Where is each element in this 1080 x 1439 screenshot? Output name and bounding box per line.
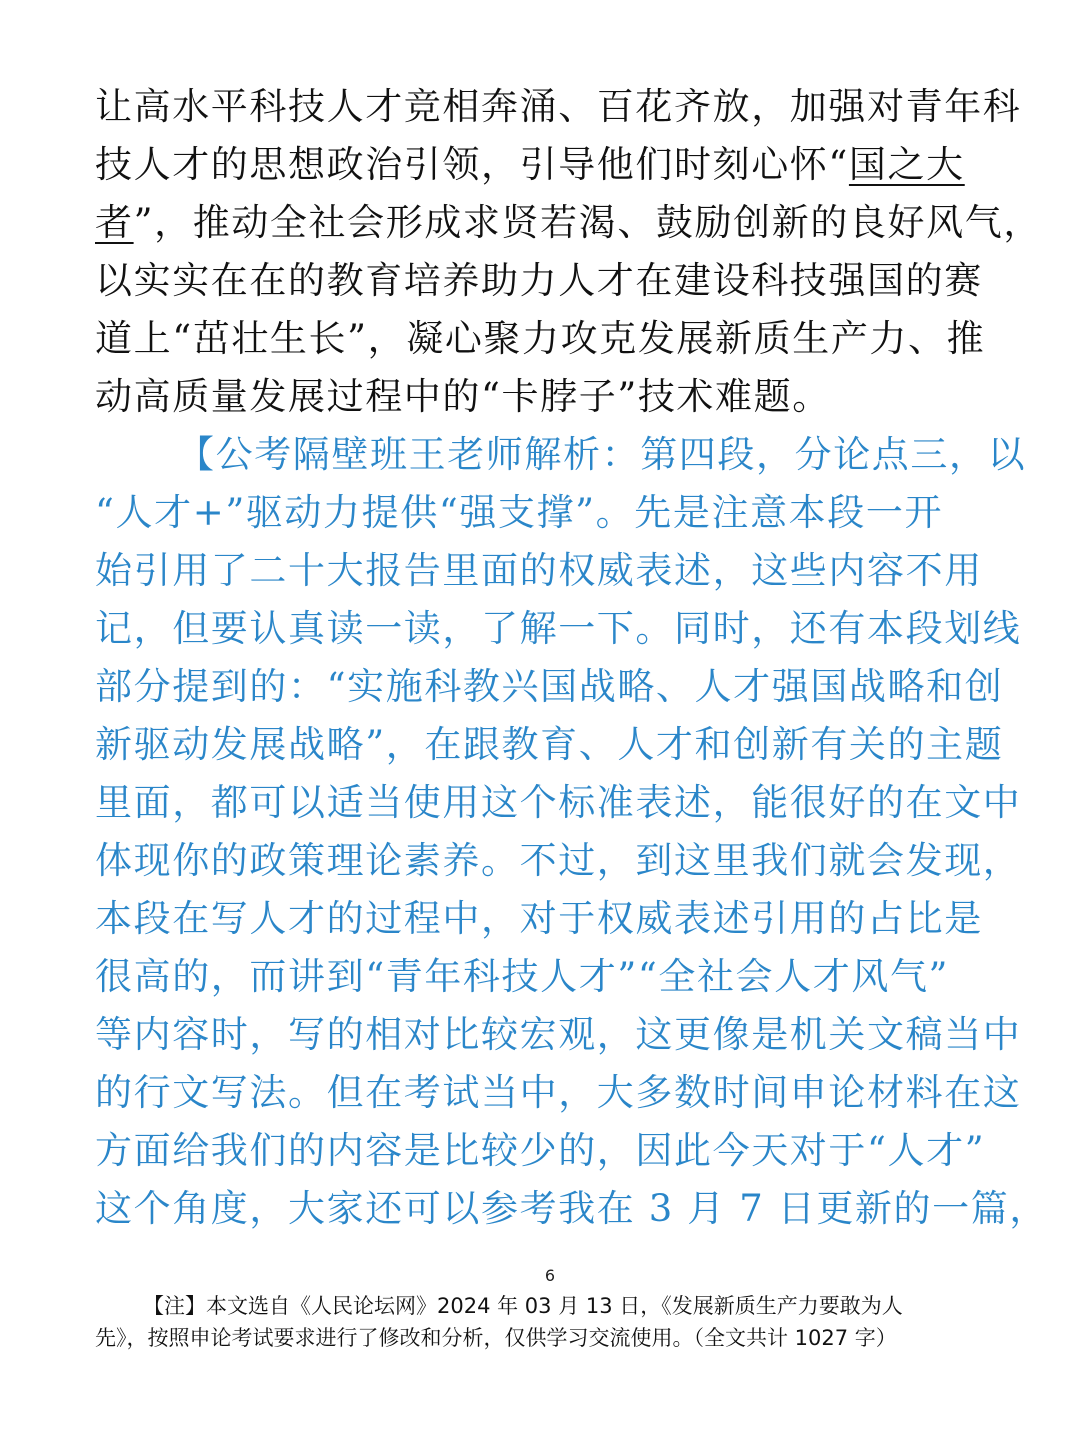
analysis-line-13: 方面给我们的内容是比较少的，因此今天对于“人才”	[95, 1129, 986, 1172]
analysis-line-10: 很高的，而讲到“青年科技人才”“全社会人才风气”	[95, 955, 950, 998]
footnote-line-2: 先》，按照申论考试要求进行了修改和分析，仅供学习交流使用。（全文共计 1027 字）	[95, 1326, 897, 1350]
analysis-line-12: 的行文写法。但在考试当中，大多数时间申论材料在这	[95, 1071, 1022, 1114]
body-line-5: 道上“茁壮生长”，凝心聚力攻克发展新质生产力、推	[95, 317, 986, 360]
analysis-line-11: 等内容时，写的相对比较宏观，这更像是机关文稿当中	[95, 1013, 1022, 1056]
footnote	[95, 1290, 995, 1354]
body-line-3-text: ”，推动全社会形成求贤若渴、鼓励创新的良好风气，	[133, 201, 1042, 244]
body-line-4: 以实实在在的教育培养助力人才在建设科技强国的赛	[95, 259, 983, 302]
analysis-line-6: 新驱动发展战略”，在跟教育、人才和创新有关的主题	[95, 723, 1004, 766]
analysis-line-5: 部分提到的：“实施科教兴国战略、人才强国战略和创	[95, 665, 1004, 708]
underlined-phrase-part-2: 者	[95, 201, 134, 244]
analysis-line-8: 体现你的政策理论素养。不过，到这里我们就会发现，	[95, 839, 1022, 882]
analysis-line-2: “人才+”驱动力提供“强支撑”。先是注意本段一开	[95, 491, 944, 534]
article-body	[95, 78, 1048, 1238]
body-line-1: 让高水平科技人才竞相奔涌、百花齐放，加强对青年科	[95, 85, 1022, 128]
analysis-line-14: 这个角度，大家还可以参考我在 3 月 7 日更新的一篇，	[95, 1187, 1048, 1230]
body-line-6: 动高质量发展过程中的“卡脖子”技术难题。	[95, 375, 831, 418]
analysis-line-7: 里面，都可以适当使用这个标准表述，能很好的在文中	[95, 781, 1022, 824]
body-line-3	[95, 194, 1042, 252]
analysis-line-4: 记，但要认真读一读，了解一下。同时，还有本段划线	[95, 607, 1022, 650]
analysis-line-1: 【公考隔壁班王老师解析：第四段，分论点三，以	[177, 433, 1027, 476]
body-line-2	[95, 136, 990, 194]
footnote-line-1: 【注】本文选自《人民论坛网》2024 年 03 月 13 日，《发展新质生产力要敢为人	[143, 1294, 903, 1318]
underlined-phrase-part-1: 国之大	[848, 143, 965, 186]
analysis-line-3: 始引用了二十大报告里面的权威表述，这些内容不用	[95, 549, 983, 592]
body-line-2-text: 技人才的思想政治引领，引导他们时刻心怀“	[95, 143, 849, 186]
page-number: 6	[544, 1266, 556, 1285]
analysis-line-9: 本段在写人才的过程中，对于权威表述引用的占比是	[95, 897, 983, 940]
